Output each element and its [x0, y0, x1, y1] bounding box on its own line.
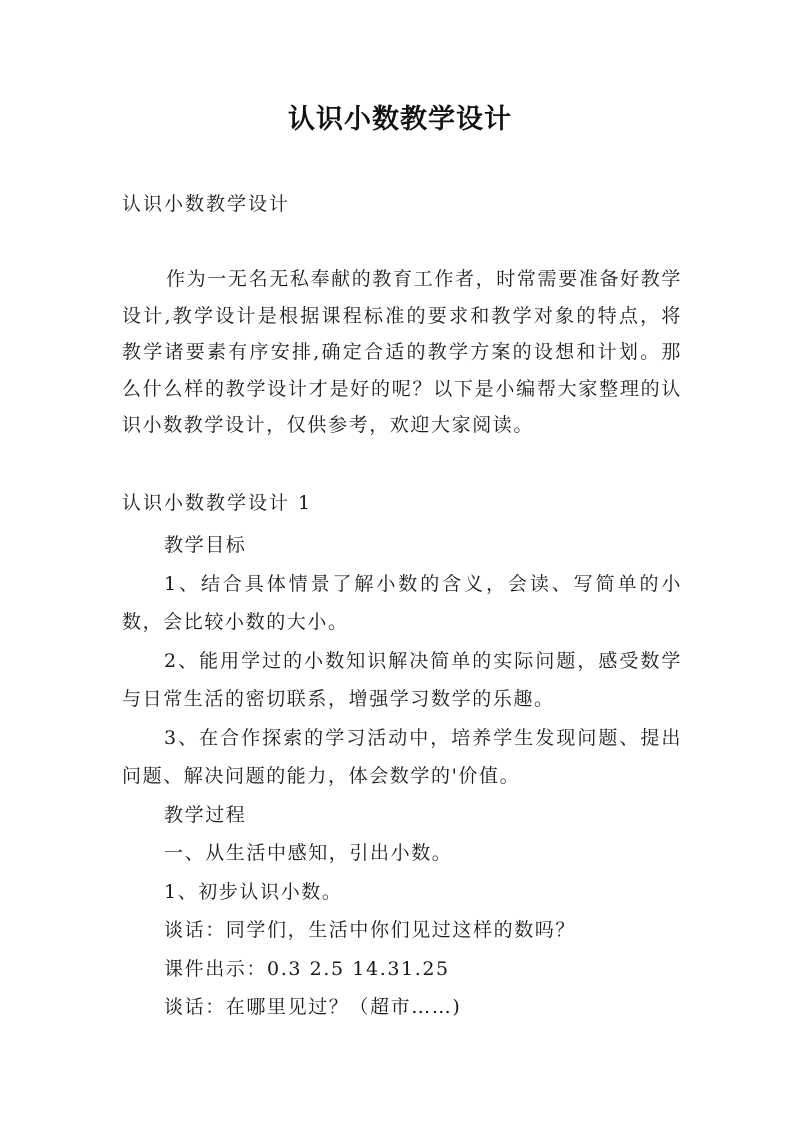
goal-item-2: 2、能用学过的小数知识解决简单的实际问题，感受数学与日常生活的密切联系，增强学习数学的乐趣。 [122, 649, 682, 710]
goal-item-1: 1、结合具体情景了解小数的含义，会读、写简单的小数，会比较小数的大小。 [122, 572, 682, 633]
heading-teaching-process: 教学过程 [164, 803, 247, 826]
dialogue-line: 谈话：同学们，生活中你们见过这样的数吗？ [164, 919, 577, 941]
courseware-line: 课件出示：0.3 2.5 14.31.25 [164, 957, 450, 980]
goal-item-3: 3、在合作探索的学习活动中，培养学生发现问题、提出问题、解决问题的能力，体会数学的'价值。 [122, 726, 682, 787]
intro-paragraph: 作为一无名无私奉献的教育工作者，时常需要准备好教学设计,教学设计是根据课程标准的要求和教学对象的特点，将教学诸要素有序安排,确定合适的教学方案的设想和计划。那么什么样的教学设计才是好的呢？以下是小编帮大家整理的认识小数教学设计，仅供参考，欢迎大家阅读。 [122, 268, 682, 436]
section-body [122, 526, 682, 1027]
section-heading: 认识小数教学设计 1 [122, 492, 313, 514]
heading-teaching-goals: 教学目标 [164, 534, 247, 556]
document-subtitle: 认识小数教学设计 [122, 193, 291, 215]
document-title: 认识小数教学设计 [288, 104, 512, 135]
dialogue-line: 谈话：在哪里见过？（超市……) [164, 996, 462, 1018]
process-substep-1: 1、初步认识小数。 [164, 880, 343, 903]
process-step-1: 一、从生活中感知，引出小数。 [164, 842, 453, 864]
